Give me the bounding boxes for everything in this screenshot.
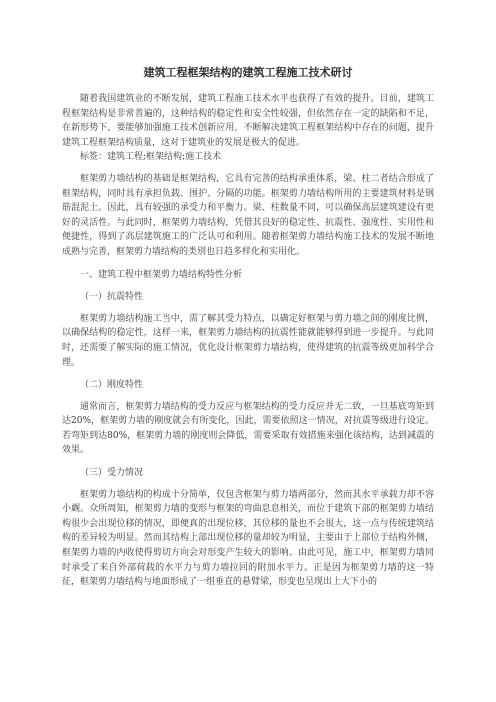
subsection-heading-3: （三）受力情况 bbox=[80, 468, 144, 479]
subsection-text-2: 通常而言，框架剪力墙结构的受力反应与框架结构的受力反应并无二致，一旦基底弯矩到达20%，框架剪力墙的刚度就会有所变化，因此，需要依照这一情况，对抗震等级进行设定。若弯矩到达80%，框架剪力墙的刚度则会降低，需要采取有效措施来强化该结构，达到减震的效果。 bbox=[62, 401, 434, 456]
abstract-paragraph: 随着我国建筑业的不断发展，建筑工程施工技术水平也获得了有效的提升。目前，建筑工程框架结构是非常普遍的，这种结构的稳定性和安全性较强，但依然存在一定的缺陷和不足，在新形势下，要能够加强施工技术创新应用，不断解决建筑工程框架结构中存在的问题，提升建筑工程框架结构质量，这对于建筑业的发展是极大的促进。 bbox=[62, 94, 434, 148]
document-body bbox=[62, 92, 434, 590]
intro-paragraph: 框架剪力墙结构的基础是框架结构，它具有完善的结构承重体系，梁、柱二者结合形成了框架结构，同时具有承担负载、围护、分隔的功能。框架剪力墙结构所用的主要建筑材料是钢筋混泥土。因此，具有较强的承受力和平衡力。梁、柱数量不同，可以确保高层建筑建设有更好的灵活性。与此同时，框架剪力墙结构，凭借其良好的稳定性、抗震性、强度性、实用性和便捷性，得到了高层建筑施工的广泛认可和利用。随着框架剪力墙结构施工技术的发展不断地成熟与完善，框架剪力墙结构的类别也日趋多样化和实用化。 bbox=[62, 173, 434, 257]
keywords-line: 标签：建筑工程;框架结构;施工技术 bbox=[80, 152, 222, 163]
subsection-text-3: 框架剪力墙结构的构成十分简单，仅包含框架与剪力墙两部分，然而其水平承载力却不容小觑。众所周知，框架剪力墙的变形与框架的弯曲息息相关，而位于建筑下部的框架剪力墙结构很少会出现位移的情况，即便真的出现位移，其位移的量也不会很大，这一点与传统建筑结构的差异较为明显。然而其结构上部出现位移的量却较为明显，主要由于上部位于结构外侧，框架剪力墙的内收使得剪切方向会对形变产生较大的影响。由此可见，施工中，框架剪力墙同时承受了来自外部荷载的水平力与剪力墙拉回的附加水平力。正是因为框架剪力墙的这一特征，框架剪力墙结构与地面形成了一组垂直的悬臂梁，形变也呈现出上大下小的 bbox=[62, 489, 434, 588]
section-heading-1: 一、建筑工程中框架剪力墙结构特性分析 bbox=[80, 269, 243, 280]
document-page bbox=[62, 0, 434, 590]
subsection-heading-1: （一）抗震特性 bbox=[80, 292, 144, 303]
document-title: 建筑工程框架结构的建筑工程施工技术研讨 bbox=[143, 66, 353, 79]
subsection-text-1: 框架剪力墙结构施工当中，需了解其受力特点，以确定好框架与剪力墙之间的刚度比例，以确保结构的稳定性，这样一来，框架剪力墙结构的抗震性能就能够得到进一步提升。与此同时，还需要了解实际的施工情况，优化设计框架剪力墙结构，使得建筑的抗震等级更加科学合理。 bbox=[62, 313, 434, 368]
subsection-heading-2: （二）刚度特性 bbox=[80, 380, 144, 391]
